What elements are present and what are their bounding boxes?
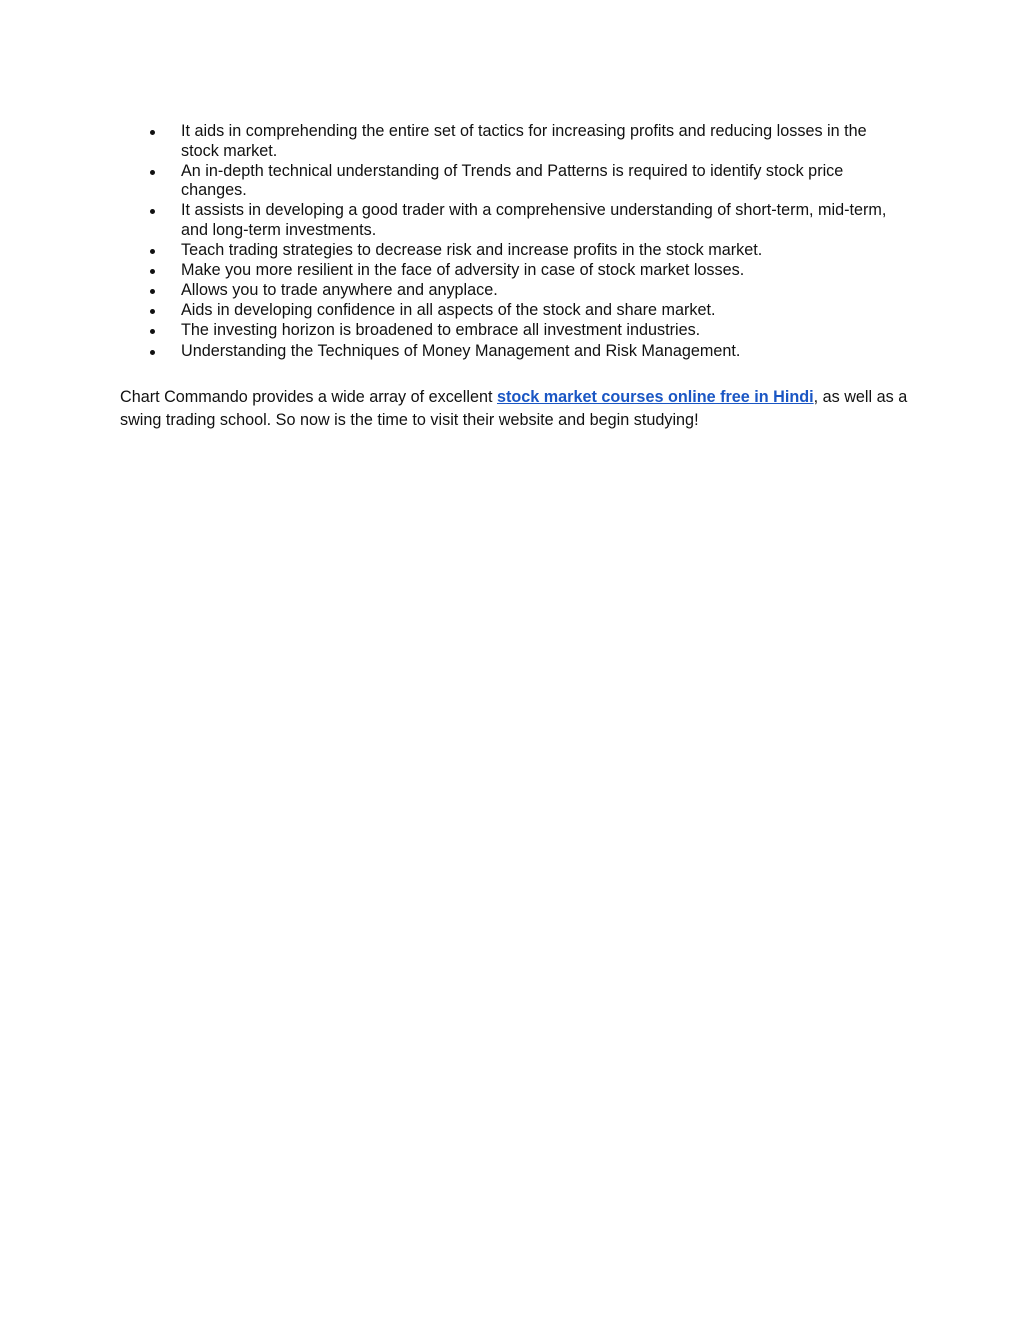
list-item — [150, 162, 902, 201]
list-item — [150, 201, 902, 240]
closing-text-after: , as well as a swing trading school. So now is the time to visit their website and begin studying! — [120, 388, 908, 429]
courses-link[interactable]: stock market courses online free in Hindi — [496, 388, 814, 406]
list-item — [150, 301, 902, 321]
list-item — [150, 342, 902, 362]
list-item-text: Teach trading strategies to decrease risk and increase profits in the stock market. — [181, 241, 763, 260]
closing-paragraph — [120, 386, 910, 431]
list-item-text: Aids in developing confidence in all aspects of the stock and share market. — [181, 301, 716, 320]
bullet-icon — [150, 209, 155, 214]
bullet-icon — [150, 249, 155, 254]
bullet-icon — [150, 329, 155, 334]
bullet-icon — [150, 309, 155, 314]
list-item — [150, 261, 902, 281]
list-item-text: Allows you to trade anywhere and anyplace. — [181, 281, 498, 300]
bullet-icon — [150, 269, 155, 274]
bullet-icon — [150, 350, 155, 355]
list-item-text: It assists in developing a good trader with a comprehensive understanding of short-term, mid-term, and long-term investments. — [181, 201, 887, 239]
list-item-text: The investing horizon is broadened to embrace all investment industries. — [181, 321, 701, 340]
benefits-bullet-list — [150, 122, 902, 362]
list-item — [150, 241, 902, 261]
list-item — [150, 281, 902, 301]
list-item-text: Make you more resilient in the face of adversity in case of stock market losses. — [181, 261, 745, 280]
list-item-text: It aids in comprehending the entire set of tactics for increasing profits and reducing losses in the stock market. — [181, 122, 867, 160]
list-item-text: An in-depth technical understanding of Trends and Patterns is required to identify stock price changes. — [181, 161, 844, 200]
list-item — [150, 321, 902, 341]
list-item — [150, 122, 902, 161]
closing-text-before: Chart Commando provides a wide array of excellent — [120, 388, 497, 406]
bullet-icon — [150, 130, 155, 135]
bullet-icon — [150, 170, 155, 175]
list-item-text: Understanding the Techniques of Money Management and Risk Management. — [181, 341, 741, 360]
bullet-icon — [150, 289, 155, 294]
